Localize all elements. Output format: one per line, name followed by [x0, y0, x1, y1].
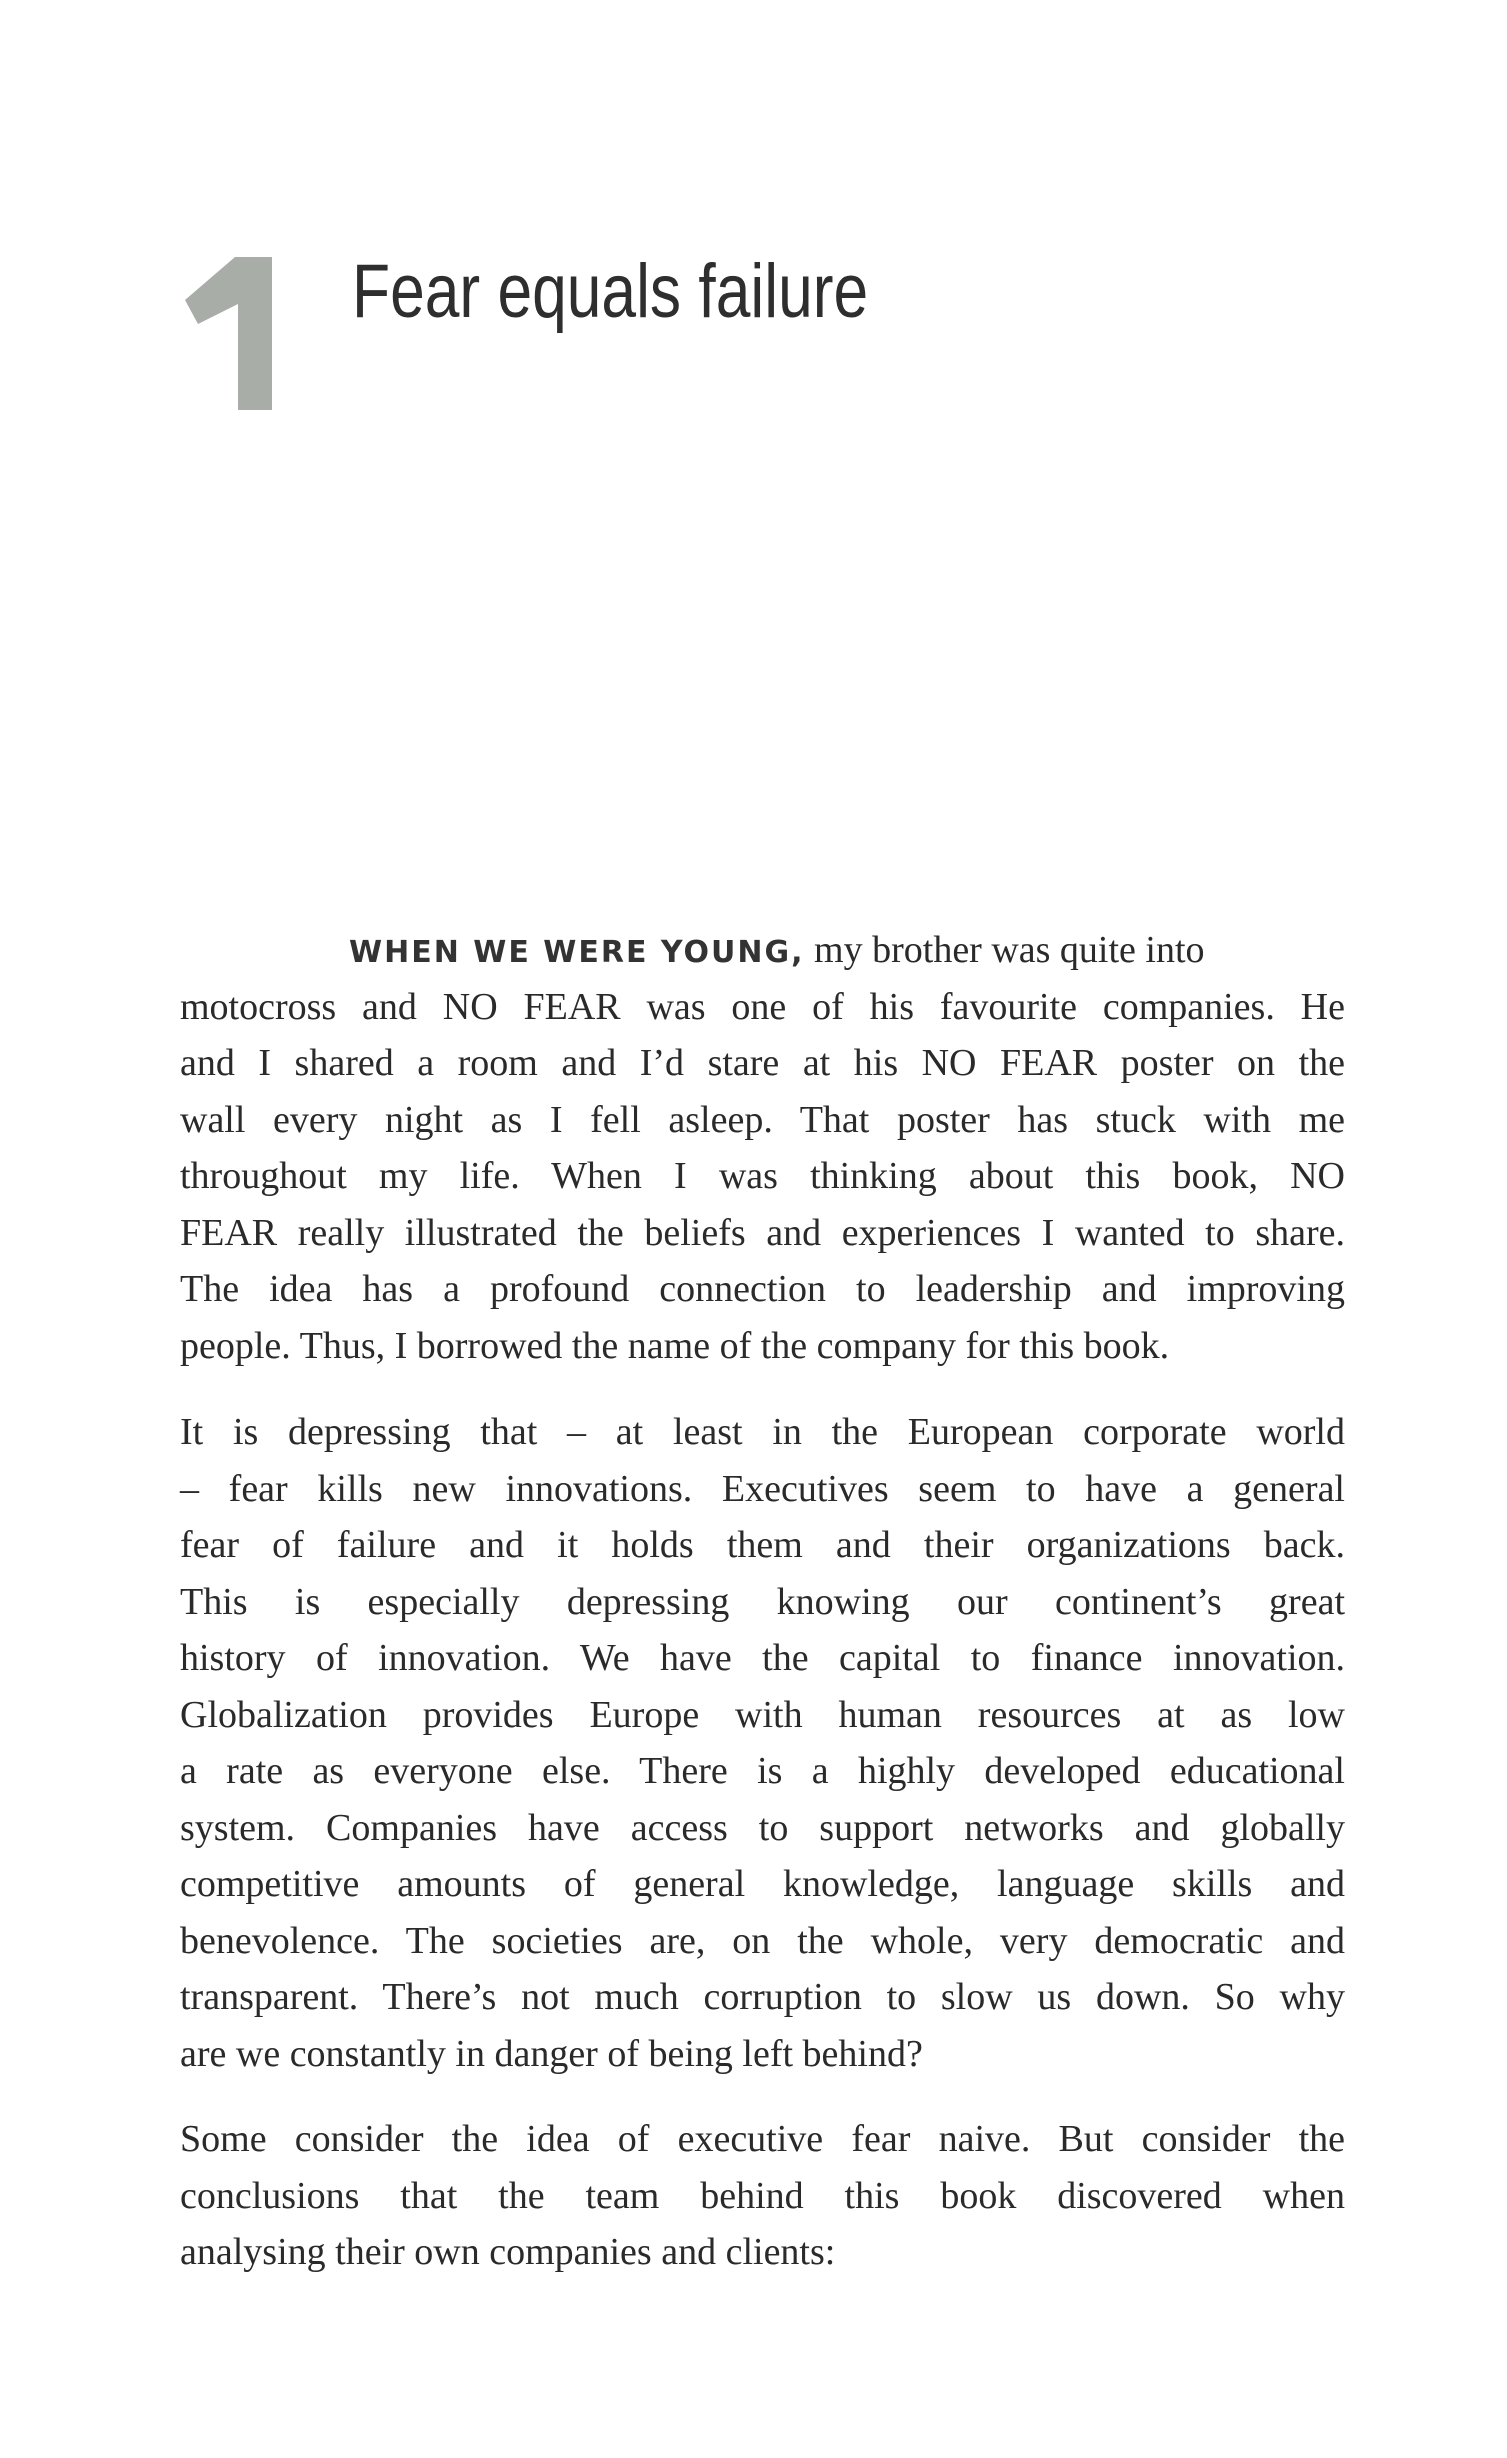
paragraph-3: [180, 2111, 1345, 2281]
text: my brother was quite into: [804, 929, 1205, 971]
text-line: – fear kills new innovations. Executives seem to have a general: [180, 1467, 1345, 1510]
text-line: motocross and NO FEAR was one of his favourite companies. He: [180, 985, 1345, 1028]
lead-in: WHEN WE WERE YOUNG,: [349, 935, 805, 970]
text-line: benevolence. The societies are, on the whole, very democratic and: [180, 1919, 1345, 1962]
text-line: wall every night as I fell asleep. That poster has stuck with me: [180, 1098, 1345, 1141]
text-line: The idea has a profound connection to leadership and improving: [180, 1268, 1345, 1310]
text-line: It is depressing that – at least in the European corporate world: [180, 1411, 1345, 1453]
text-line: throughout my life. When I was thinking about this book, NO: [180, 1155, 1345, 1197]
text-line: competitive amounts of general knowledge, language skills and: [180, 1863, 1345, 1905]
paragraph-1: [180, 922, 1345, 1374]
text-line: transparent. There’s not much corruption to slow us down. So why: [180, 1976, 1345, 2018]
chapter-number: [180, 252, 280, 417]
chapter-title: Fear equals failure: [352, 249, 869, 334]
text-line: [180, 922, 1345, 979]
text-line: fear of failure and it holds them and their organizations back.: [180, 1524, 1345, 1566]
text-line: FEAR really illustrated the beliefs and experiences I wanted to share.: [180, 1211, 1345, 1254]
text-line: conclusions that the team behind this book discovered when: [180, 2174, 1345, 2217]
text-line: a rate as everyone else. There is a highly developed educational: [180, 1750, 1345, 1792]
text-line: This is especially depressing knowing our continent’s great: [180, 1580, 1345, 1623]
text-line: analysing their own companies and clients:: [180, 2231, 836, 2273]
paragraph-2: [180, 1404, 1345, 2082]
text-line: history of innovation. We have the capital to finance innovation.: [180, 1637, 1345, 1679]
text-line: are we constantly in danger of being left behind?: [180, 2032, 923, 2075]
text-line: Some consider the idea of executive fear naive. But consider the: [180, 2118, 1345, 2160]
text-line: and I shared a room and I’d stare at his NO FEAR poster on the: [180, 1042, 1345, 1084]
text-line: people. Thus, I borrowed the name of the company for this book.: [180, 1324, 1170, 1367]
text-line: Globalization provides Europe with human resources at as low: [180, 1693, 1345, 1736]
text-line: system. Companies have access to support networks and globally: [180, 1806, 1345, 1849]
